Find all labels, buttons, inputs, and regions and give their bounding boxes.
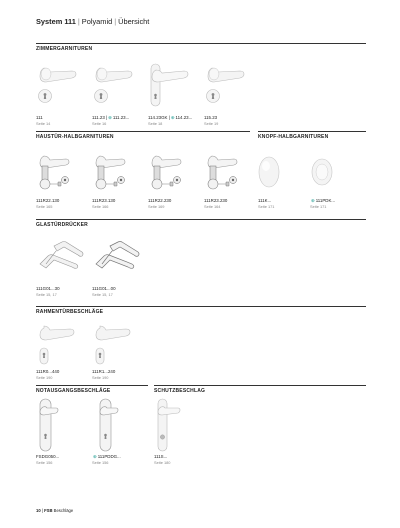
frame-door-handle-icon — [36, 322, 92, 368]
emergency-exit-plate-icon — [36, 397, 92, 455]
product-code: 115.23 — [204, 115, 218, 120]
section-divider — [154, 385, 366, 386]
section-heading-notausgang: NOTAUSGANGSBESCHLÄGE — [36, 388, 111, 394]
product-code-a: 111.23 | — [92, 115, 108, 120]
product-page-ref: Seite 16 — [92, 121, 107, 126]
product-page-ref: Seite 14 — [36, 121, 51, 126]
product-code: 111R23.130 — [92, 198, 116, 203]
section-divider — [36, 43, 366, 44]
product-page-ref: Seite 180 — [154, 460, 171, 465]
product-code: FSDG050... — [36, 454, 60, 459]
product-page-ref: Seite 171 — [258, 204, 275, 209]
security-fitting-icon — [154, 397, 210, 455]
product-page-ref: Seite 18 — [148, 121, 163, 126]
product-code: 111R23.230 — [204, 198, 228, 203]
section-heading-rahmen: RAHMENTÜRBESCHLÄGE — [36, 309, 104, 315]
section-divider — [36, 306, 366, 307]
door-handle-with-cylinder-icon — [148, 150, 204, 200]
circle-plus-icon: ⊕ — [108, 115, 112, 120]
product-code: 111S... — [154, 454, 168, 459]
product-code: 111K... — [258, 198, 272, 203]
product-page-ref: Seite 165 — [36, 204, 53, 209]
page-title — [36, 17, 149, 26]
section-divider — [36, 385, 148, 386]
product-page-ref: Seite 190 — [92, 375, 109, 380]
product-page-ref: Seite 15, 17 — [36, 292, 57, 297]
lever-handle-rose-icon — [204, 62, 260, 112]
product-code: 111 — [36, 115, 43, 120]
product-code: 111R22.230 — [148, 198, 172, 203]
product-code-a: 114.23GK | — [148, 115, 170, 120]
section-heading-haustuer: HAUSTÜR-HALBGARNITUREN — [36, 134, 114, 140]
section-divider — [36, 219, 366, 220]
product-page-ref: Seite 15, 17 — [92, 292, 113, 297]
product-page-ref: Seite 166 — [92, 204, 109, 209]
product-page-ref: Seite 169 — [148, 204, 165, 209]
frame-door-handle-icon — [92, 322, 148, 368]
section-divider — [258, 131, 366, 132]
product-code: 111G01...30 — [36, 286, 60, 291]
section-divider — [36, 131, 250, 132]
product-code: 111G01...00 — [92, 286, 116, 291]
footer-separator: | — [41, 508, 43, 513]
door-knob-icon — [258, 150, 314, 200]
overview-label: Übersicht — [118, 17, 150, 26]
section-heading-zimmergarnituren: ZIMMERGARNITUREN — [36, 46, 93, 52]
glass-door-handle-icon — [92, 238, 148, 286]
product-code: 111R22.130 — [36, 198, 60, 203]
product-code: 111R1...240 — [92, 369, 116, 374]
door-handle-with-cylinder-icon — [36, 150, 92, 200]
circle-plus-icon: ⊕ — [170, 115, 175, 120]
section-heading-knopf: KNOPF-HALBGARNITUREN — [258, 134, 329, 140]
product-code-b: 111.23... — [112, 115, 130, 120]
product-code-text: 111PDK... — [315, 198, 336, 203]
lever-handle-rose-icon — [92, 62, 148, 112]
product-page-ref: Seite 164 — [204, 204, 221, 209]
lever-handle-rose-icon — [36, 62, 92, 112]
product-code-text: 111PDDG... — [97, 454, 121, 459]
lever-handle-long-plate-icon — [148, 62, 204, 112]
title-separator-2: | — [114, 17, 117, 26]
product-page-ref: Seite 19 — [204, 121, 219, 126]
door-knob-rose-icon — [310, 150, 366, 200]
section-heading-schutz: SCHUTZBESCHLAG — [154, 388, 206, 394]
product-page-ref: Seite 156 — [36, 460, 53, 465]
system-name: System 111 — [36, 17, 76, 26]
door-handle-with-cylinder-icon — [204, 150, 260, 200]
title-separator: | — [77, 17, 80, 26]
page-number: 10 — [36, 508, 41, 513]
product-page-ref: Seite 190 — [36, 375, 53, 380]
circle-plus-icon: ⊕ — [93, 454, 97, 459]
glass-door-handle-icon — [36, 238, 92, 286]
section-heading-glas: GLASTÜRDRÜCKER — [36, 222, 88, 228]
material-name: Polyamid — [81, 17, 113, 26]
circle-plus-icon: ⊕ — [311, 198, 315, 203]
product-code-b: 114.23... — [175, 115, 193, 120]
brand-logo: FSB — [44, 508, 53, 513]
emergency-exit-plate-icon — [92, 397, 148, 455]
door-handle-with-cylinder-icon — [92, 150, 148, 200]
page-footer — [36, 508, 73, 513]
product-page-ref: Seite 156 — [92, 460, 109, 465]
product-page-ref: Seite 171 — [310, 204, 327, 209]
product-code: 111R0...440 — [36, 369, 60, 374]
footer-text: Beschläge — [53, 508, 74, 513]
